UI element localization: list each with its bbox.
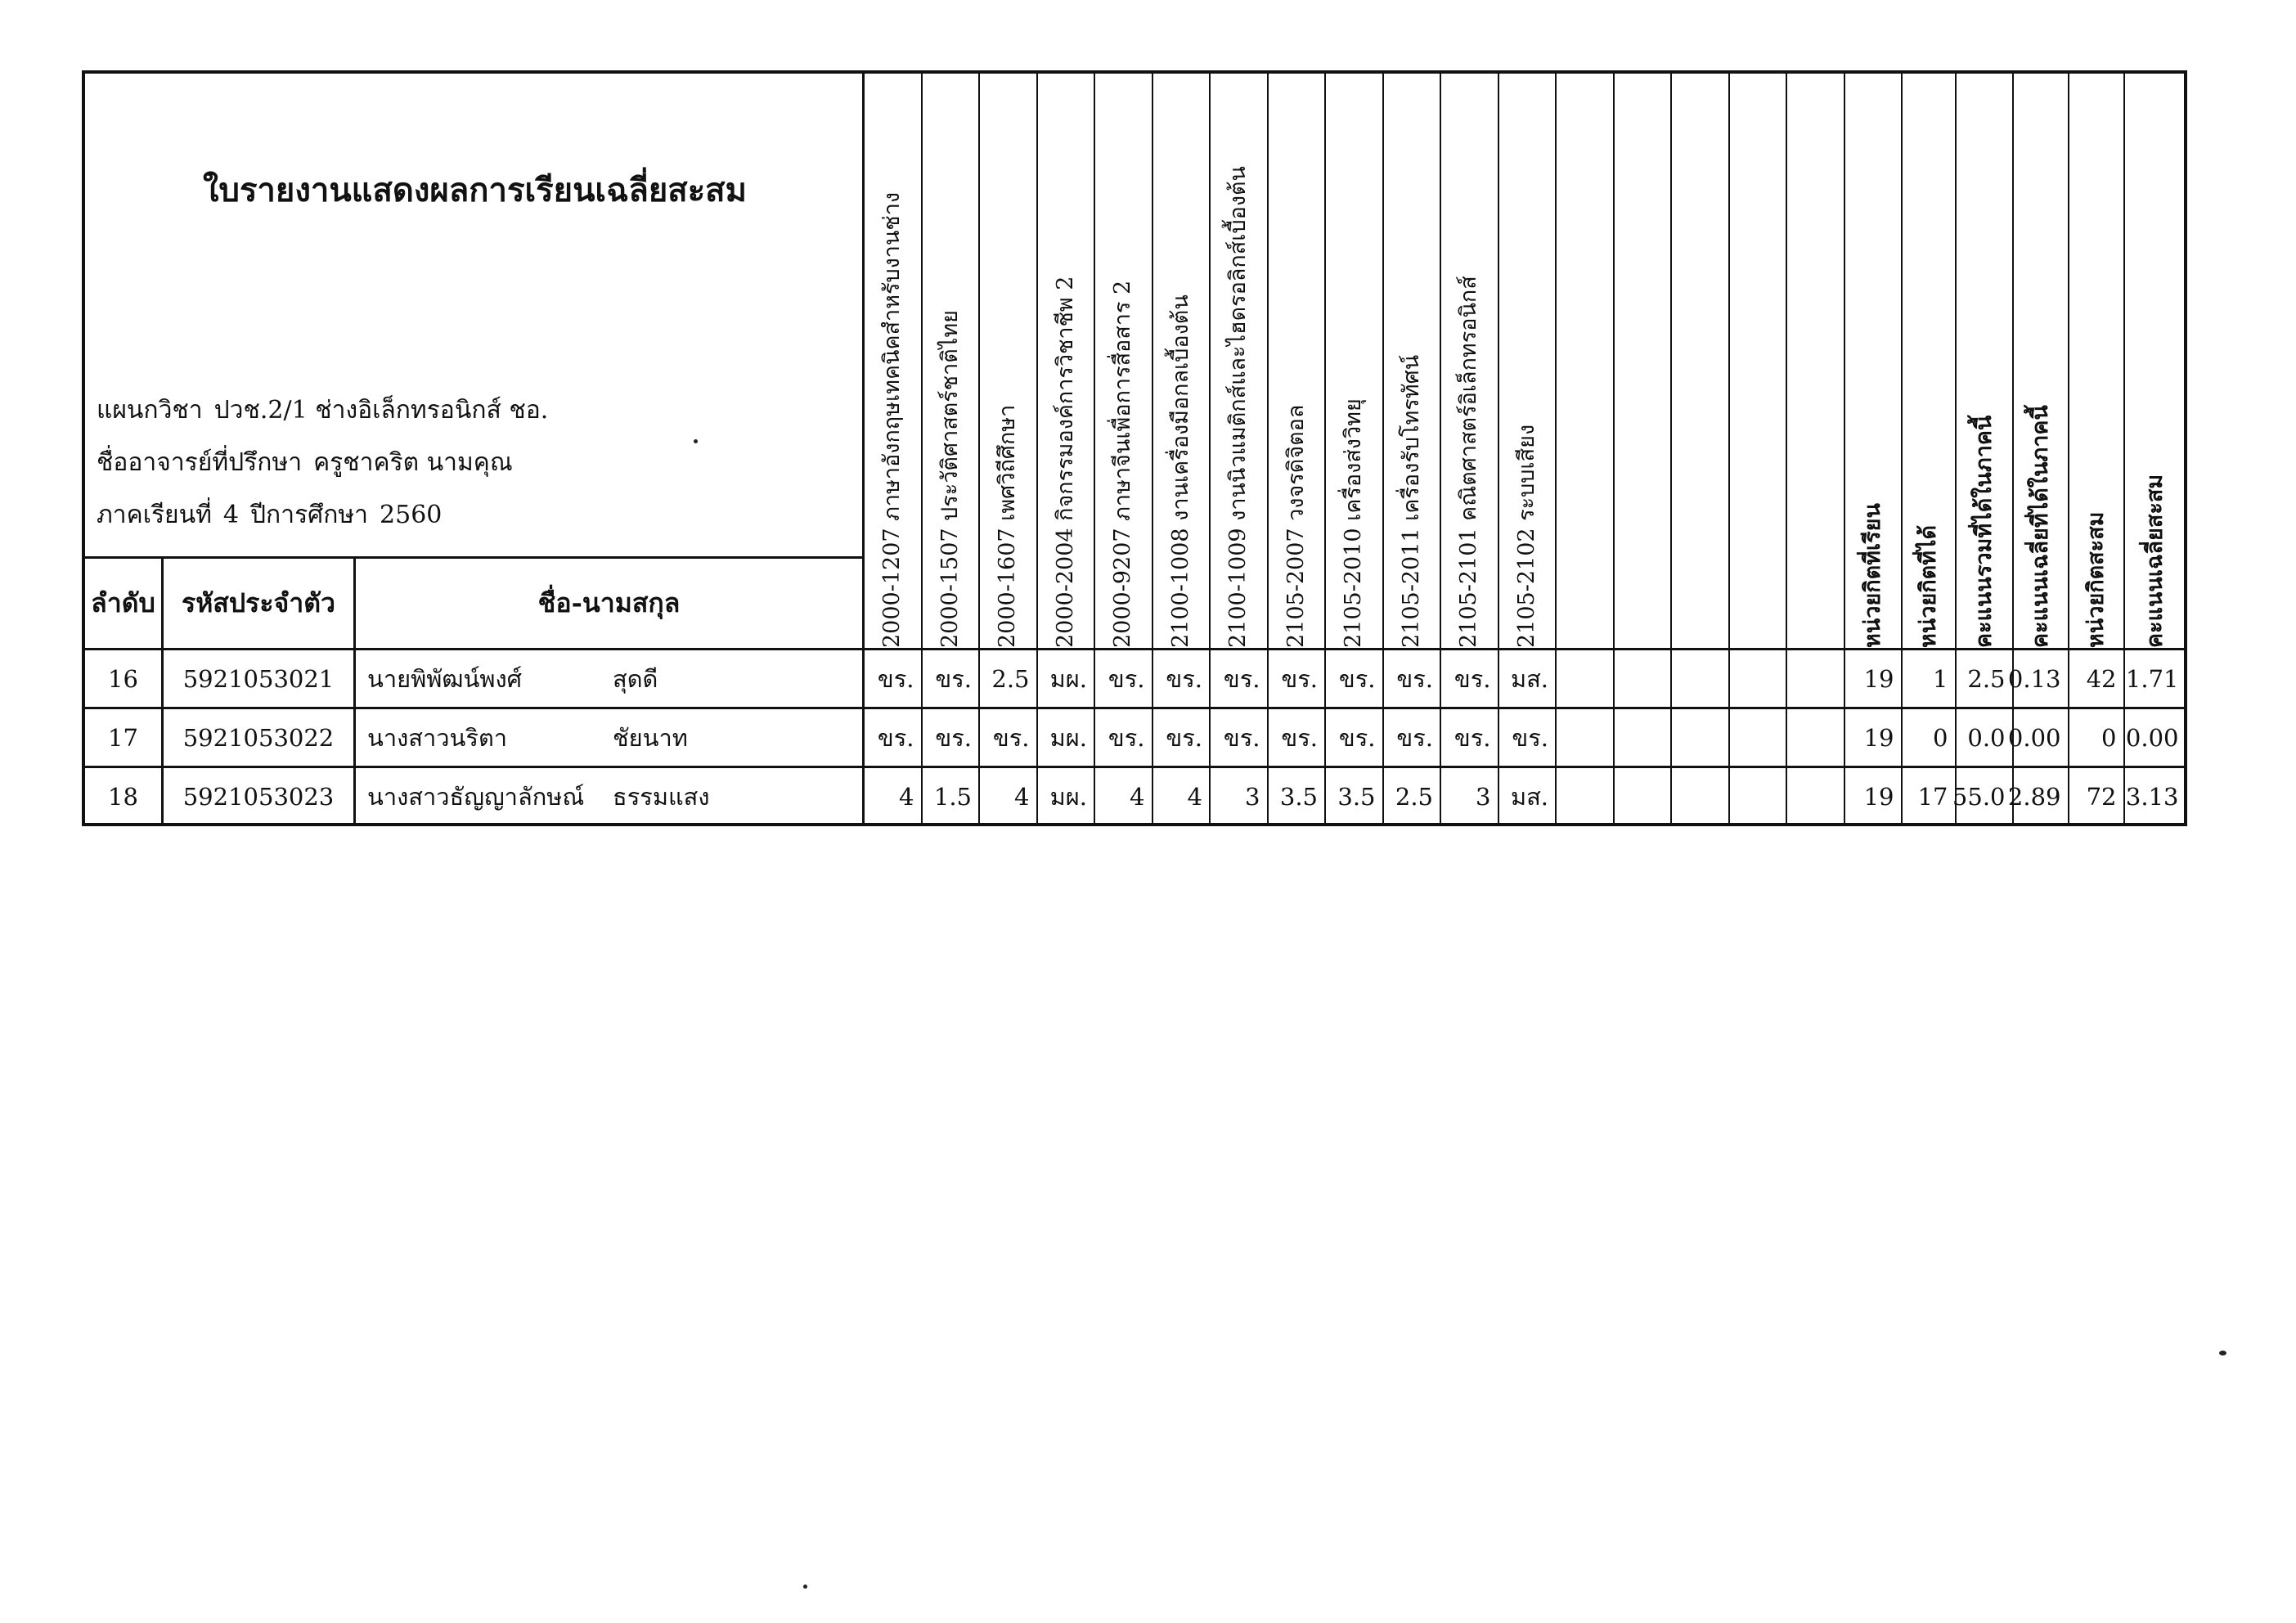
report-title: ใบรายงานแสดงผลการเรียนเฉลี่ยสะสม <box>203 171 747 209</box>
grade-cell <box>1787 709 1845 766</box>
student-id-cell: 5921053022 <box>164 709 356 766</box>
grade-cell: ขร. <box>1384 709 1442 766</box>
subject-header-label <box>1626 92 1659 648</box>
subject-header-label: 2100-1008 งานเครื่องมือกลเบื้องต้น <box>1167 294 1193 648</box>
grade-cell: มส. <box>1499 650 1557 707</box>
grade-cell: ขร. <box>923 650 981 707</box>
summary-cell: 19 <box>1845 709 1903 766</box>
subject-header-14 <box>1615 74 1673 648</box>
grade-cell: ขร. <box>865 709 923 766</box>
subject-header-12 <box>1499 74 1557 648</box>
summary-cell: 19 <box>1845 768 1903 825</box>
subject-header-5 <box>1095 74 1153 648</box>
summary-cell: 0.0 <box>1957 709 2014 766</box>
grade-cell: ขร. <box>1095 709 1153 766</box>
grade-cell <box>1557 650 1615 707</box>
grade-cell <box>1787 650 1845 707</box>
summary-header-3 <box>1957 74 2014 648</box>
department-value: ปวช.2/1 ช่างอิเล็กทรอนิกส์ ชอ. <box>213 396 549 425</box>
subject-header-3 <box>980 74 1038 648</box>
grade-cell: 2.5 <box>980 650 1038 707</box>
table-row <box>85 648 2184 707</box>
advisor-label: ชื่ออาจารย์ที่ปรึกษา <box>97 448 303 477</box>
subject-header-label: 2000-1207 ภาษาอังกฤษเทคนิคสำหรับงานช่าง <box>879 191 905 648</box>
subject-header-8 <box>1269 74 1327 648</box>
subject-header-label <box>1799 92 1831 648</box>
advisor-value: ครูชาคริต นามคุณ <box>313 448 513 477</box>
subject-header-label: 2000-1507 ประวัติศาสตร์ชาติไทย <box>937 309 963 648</box>
order-cell: 18 <box>85 768 164 825</box>
department-label: แผนกวิชา <box>97 396 203 425</box>
summary-header-label: หน่วยกิตที่ได้ <box>1915 524 1941 648</box>
subject-header-7 <box>1211 74 1269 648</box>
table-row <box>85 766 2184 825</box>
grade-cell: ขร. <box>1326 650 1384 707</box>
grade-cell: มผ. <box>1038 768 1096 825</box>
year-label: ปีการศึกษา <box>250 501 369 529</box>
department-line <box>97 391 559 429</box>
grade-report-table <box>82 70 2187 826</box>
grade-cell: 4 <box>1095 768 1153 825</box>
report-header-block <box>85 74 865 556</box>
summary-header-2 <box>1903 74 1957 648</box>
grade-cell: ขร. <box>1269 650 1327 707</box>
grade-cell: มผ. <box>1038 709 1096 766</box>
grade-cell: ขร. <box>1441 709 1499 766</box>
summary-cell: 2.5 <box>1957 650 2014 707</box>
subject-header-11 <box>1441 74 1499 648</box>
name-cell <box>356 768 865 825</box>
name-cell <box>356 650 865 707</box>
grade-cell: มส. <box>1499 768 1557 825</box>
last-name: ธรรมแสง <box>613 782 710 811</box>
scan-speck <box>694 439 698 443</box>
summary-cell: 2.89 <box>2014 768 2069 825</box>
last-name: ชัยนาท <box>613 723 688 752</box>
grade-cell <box>1730 768 1788 825</box>
subject-header-1 <box>865 74 923 648</box>
subject-header-6 <box>1153 74 1211 648</box>
summary-cell: 3.13 <box>2125 782 2179 811</box>
summary-header-1 <box>1845 74 1903 648</box>
advisor-line <box>97 443 524 482</box>
grade-cell <box>1672 768 1730 825</box>
grade-cell: 4 <box>1153 768 1211 825</box>
subject-header-label: 2100-1009 งานนิวแมติกส์และไฮดรอลิกส์เบื้องต้น <box>1225 165 1251 648</box>
summary-header-6 <box>2125 74 2186 648</box>
col-header-order: ลำดับ <box>85 556 164 648</box>
subject-header-13 <box>1557 74 1615 648</box>
grade-cell: 1.5 <box>923 768 981 825</box>
scan-speck <box>803 1585 807 1589</box>
grade-cell: 3 <box>1441 768 1499 825</box>
summary-cell: 17 <box>1903 768 1957 825</box>
subject-header-label: 2105-2101 คณิตศาสตร์อิเล็กทรอนิกส์ <box>1456 276 1482 648</box>
summary-cell: 0.00 <box>2014 709 2069 766</box>
summary-cell: 0 <box>2069 709 2125 766</box>
grade-cell: ขร. <box>1211 709 1269 766</box>
subject-header-label <box>1683 92 1716 648</box>
subject-header-label: 2000-1607 เพศวิถีศึกษา <box>995 404 1021 648</box>
summary-header-label: คะแนนเฉลี่ยสะสม <box>2141 474 2168 648</box>
student-id-cell: 5921053023 <box>164 768 356 825</box>
subject-header-16 <box>1730 74 1788 648</box>
term-line <box>97 496 453 534</box>
summary-cell: 72 <box>2069 768 2125 825</box>
subject-header-label: 2105-2011 เครื่องรับโทรทัศน์ <box>1398 354 1424 648</box>
summary-cell: 1 <box>1903 650 1957 707</box>
subject-header-label <box>1741 92 1774 648</box>
summary-cell: 0.00 <box>2125 723 2179 752</box>
term-value: 4 <box>222 501 240 529</box>
grade-cell: มผ. <box>1038 650 1096 707</box>
summary-cell: 0 <box>1903 709 1957 766</box>
order-cell: 16 <box>85 650 164 707</box>
subject-header-15 <box>1672 74 1730 648</box>
first-name: นางสาวธัญญาลักษณ์ <box>367 782 585 811</box>
summary-header-label: หน่วยกิตสะสม <box>2083 511 2109 648</box>
subject-header-label: 2000-9207 ภาษาจีนเพื่อการสื่อสาร 2 <box>1110 280 1136 648</box>
grade-cell: ขร. <box>1153 709 1211 766</box>
subject-header-9 <box>1326 74 1384 648</box>
order-cell: 17 <box>85 709 164 766</box>
grade-cell: ขร. <box>1441 650 1499 707</box>
grade-cell: ขร. <box>980 709 1038 766</box>
subject-header-label: 2000-2004 กิจกรรมองค์การวิชาชีพ 2 <box>1052 276 1078 648</box>
grade-cell <box>1615 768 1673 825</box>
grade-cell: ขร. <box>1153 650 1211 707</box>
year-value: 2560 <box>380 501 443 529</box>
summary-cell: 19 <box>1845 650 1903 707</box>
grade-cell: 2.5 <box>1384 768 1442 825</box>
grade-cell <box>1557 709 1615 766</box>
grade-cell: 4 <box>980 768 1038 825</box>
summary-cell: 1.71 <box>2125 664 2179 693</box>
summary-cell: 42 <box>2069 650 2125 707</box>
summary-header-label: คะแนนรวมที่ได้ในภาคนี้ <box>1970 415 1997 648</box>
grade-cell: ขร. <box>1499 709 1557 766</box>
scan-speck <box>2219 1351 2226 1355</box>
grade-cell: 3 <box>1211 768 1269 825</box>
grade-cell: 3.5 <box>1326 768 1384 825</box>
grade-cell: 3.5 <box>1269 768 1327 825</box>
summary-header-label: หน่วยกิตที่เรียน <box>1859 503 1885 648</box>
summary-header-label: คะแนนเฉลี่ยที่ได้ในภาคนี้ <box>2027 405 2053 648</box>
grade-cell <box>1672 709 1730 766</box>
table-row <box>85 707 2184 766</box>
grade-cell <box>1615 709 1673 766</box>
grade-cell <box>1615 650 1673 707</box>
grade-cell: ขร. <box>923 709 981 766</box>
subject-header-label: 2105-2010 เครื่องส่งวิทยุ <box>1341 398 1367 648</box>
name-cell <box>356 709 865 766</box>
term-label: ภาคเรียนที่ <box>97 501 212 529</box>
grade-cell <box>1787 768 1845 825</box>
grade-cell: ขร. <box>1095 650 1153 707</box>
grade-cell: ขร. <box>1384 650 1442 707</box>
subject-header-4 <box>1038 74 1096 648</box>
summary-header-4 <box>2014 74 2069 648</box>
grade-cell: ขร. <box>1269 709 1327 766</box>
subject-header-label: 2105-2007 วงจรดิจิตอล <box>1283 404 1309 648</box>
col-header-name: ชื่อ-นามสกุล <box>356 556 865 648</box>
first-name: นางสาวนริตา <box>367 723 508 752</box>
grade-cell <box>1730 650 1788 707</box>
subject-header-10 <box>1384 74 1442 648</box>
subject-header-label <box>1568 92 1601 648</box>
grade-cell: ขร. <box>865 650 923 707</box>
subject-header-label: 2105-2102 ระบบเสียง <box>1513 424 1539 648</box>
subject-header-2 <box>923 74 981 648</box>
summary-header-5 <box>2069 74 2125 648</box>
col-header-student-id: รหัสประจำตัว <box>164 556 356 648</box>
student-id-cell: 5921053021 <box>164 650 356 707</box>
grade-cell: 4 <box>865 768 923 825</box>
first-name: นายพิพัฒน์พงศ์ <box>367 664 523 693</box>
grade-cell <box>1672 650 1730 707</box>
grade-cell <box>1730 709 1788 766</box>
grade-cell <box>1557 768 1615 825</box>
last-name: สุดดี <box>613 664 658 693</box>
summary-cell: 55.0 <box>1957 768 2014 825</box>
summary-cell: 0.13 <box>2014 650 2069 707</box>
grade-cell: ขร. <box>1211 650 1269 707</box>
subject-header-17 <box>1787 74 1845 648</box>
grade-cell: ขร. <box>1326 709 1384 766</box>
